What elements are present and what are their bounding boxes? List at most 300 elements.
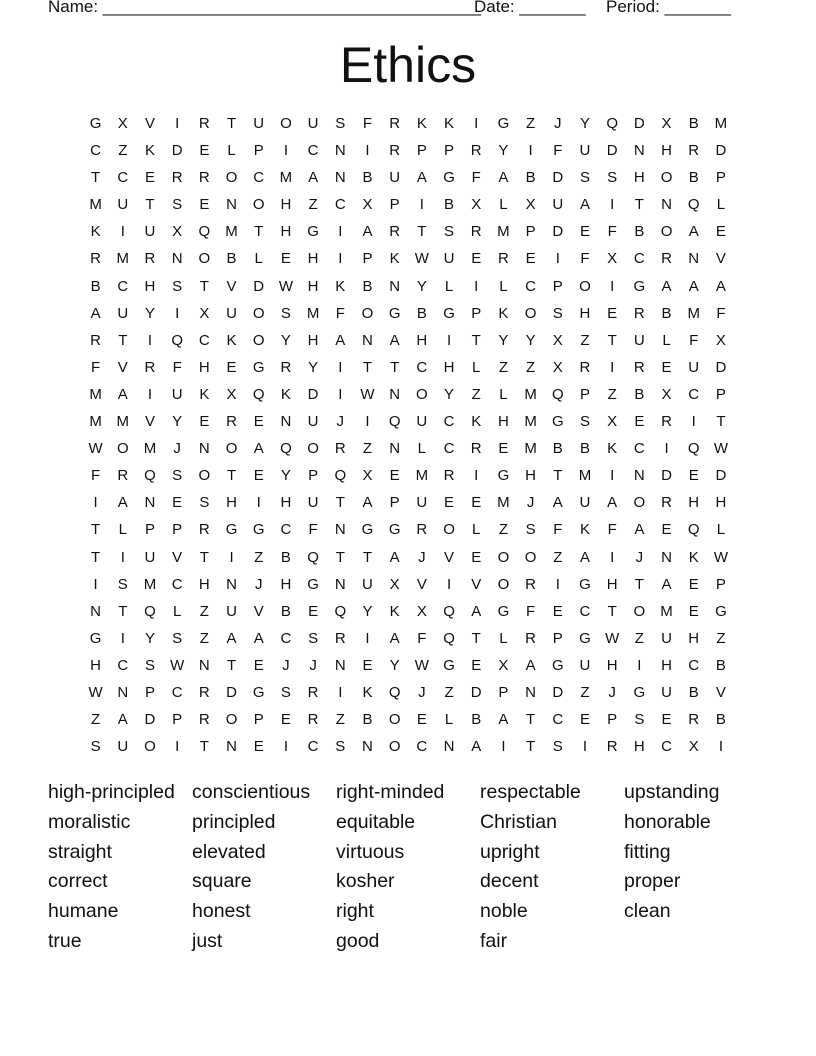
word-bank-item: proper [624,870,681,893]
grid-letter: C [280,521,292,539]
grid-letter: Y [144,304,155,322]
grid-letter: I [120,548,125,566]
grid-letter: S [144,656,155,674]
grid-letter: P [362,250,373,268]
grid-letter: I [283,142,288,160]
grid-letter: X [498,656,509,674]
word-bank-item: fair [480,929,508,952]
grid-letter: Z [634,629,644,647]
grid-letter: K [144,142,155,160]
grid-letter: O [225,711,238,729]
grid-letter: O [633,494,646,512]
grid-letter: B [90,277,101,295]
grid-letter: X [362,196,373,214]
grid-letter: X [661,385,672,403]
grid-letter: U [226,602,237,620]
grid-letter: T [199,738,209,756]
grid-letter: P [715,169,726,187]
grid-letter: Q [388,413,401,431]
grid-letter: I [528,142,533,160]
grid-letter: U [307,494,319,512]
grid-letter: G [307,223,319,241]
grid-letter: P [525,223,536,241]
grid-letter: H [633,169,645,187]
grid-letter: C [117,169,129,187]
grid-letter: E [471,250,482,268]
word-bank-item: straight [48,840,112,863]
grid-letter: F [716,304,726,322]
grid-letter: I [175,115,180,132]
grid-letter: Z [91,711,101,729]
grid-letter: L [118,521,127,539]
grid-letter: R [117,467,129,485]
grid-letter: K [90,223,101,241]
grid-letter: E [471,494,482,512]
grid-letter: O [252,304,265,322]
grid-letter: U [688,358,700,376]
grid-letter: R [606,738,618,756]
grid-letter: K [498,304,509,322]
grid-letter: F [172,358,182,376]
grid-letter: E [498,440,509,458]
grid-letter: H [280,223,292,241]
grid-letter: V [144,115,155,132]
grid-letter: S [444,223,455,241]
grid-letter: B [362,169,373,187]
grid-letter: G [551,656,564,674]
grid-letter: E [688,602,699,620]
grid-letter: L [444,277,454,295]
grid-letter: P [552,277,563,295]
grid-letter: S [579,169,590,187]
grid-letter: L [472,358,481,376]
grid-letter: Z [471,385,481,403]
grid-letter: B [715,711,726,729]
worksheet-header [48,0,748,21]
grid-letter: Q [443,602,455,620]
grid-letter: V [471,575,482,593]
grid-letter: V [444,548,455,566]
grid-letter: M [524,385,537,403]
period-field-label: Period: _______ [606,0,731,16]
grid-letter: N [633,142,645,160]
word-bank-item: decent [480,870,539,893]
grid-letter: X [117,115,128,132]
grid-letter: A [525,656,536,674]
grid-letter: X [661,115,672,132]
grid-letter: E [715,223,726,241]
grid-letter: B [661,304,672,322]
grid-letter: H [688,629,700,647]
grid-letter: I [283,738,288,756]
word-bank-item: correct [48,870,108,893]
grid-letter: V [226,277,237,295]
grid-letter: Z [553,548,563,566]
grid-letter: R [525,629,537,647]
grid-letter: X [688,738,699,756]
grid-letter: H [90,656,102,674]
grid-letter: E [552,602,563,620]
grid-letter: Y [172,413,183,431]
grid-letter: G [225,521,238,539]
grid-row [82,385,742,412]
grid-letter: R [470,440,482,458]
grid-letter: G [89,115,102,132]
grid-letter: W [278,277,293,295]
grid-letter: R [226,413,237,431]
grid-letter: Z [335,711,345,729]
grid-letter: A [688,277,699,295]
grid-letter: R [470,142,482,160]
grid-letter: S [172,196,183,214]
grid-letter: Q [252,385,265,403]
grid-letter: Z [716,629,726,647]
grid-letter: E [362,656,373,674]
grid-letter: N [226,738,237,756]
grid-letter: H [661,142,672,160]
grid-letter: Q [144,602,156,620]
grid-letter: C [171,575,183,593]
grid-letter: S [117,575,128,593]
grid-letter: Z [254,548,264,566]
grid-letter: E [199,196,210,214]
grid-letter: F [91,467,101,485]
grid-letter: H [497,413,509,431]
grid-letter: G [579,629,591,647]
word-bank-item: kosher [336,870,395,893]
grid-letter: D [633,115,645,132]
grid-letter: I [446,575,452,593]
grid-letter: R [633,304,645,322]
grid-letter: E [226,358,237,376]
grid-letter: Y [498,142,509,160]
grid-letter: B [715,656,726,674]
grid-row [82,358,742,385]
word-bank-item: moralistic [48,810,131,833]
grid-letter: C [633,440,645,458]
grid-letter: S [634,711,645,729]
grid-letter: N [661,548,672,566]
grid-letter: T [91,521,101,539]
grid-letter: K [471,413,482,431]
grid-letter: D [552,223,564,241]
grid-letter: A [661,575,672,593]
grid-letter: N [443,738,455,756]
grid-letter: J [336,413,345,431]
grid-letter: O [307,440,319,458]
grid-letter: L [417,440,427,458]
grid-letter: E [579,711,590,729]
grid-letter: H [280,196,292,214]
grid-letter: O [252,196,265,214]
grid-letter: G [715,602,727,620]
grid-letter: M [524,413,537,431]
grid-letter: E [607,304,618,322]
grid-letter: I [229,548,234,566]
word-bank-item: just [192,929,223,952]
grid-letter: O [497,548,510,566]
grid-letter: V [144,413,155,431]
grid-letter: P [607,711,618,729]
grid-letter: C [688,385,700,403]
grid-letter: U [171,385,183,403]
grid-letter: E [253,467,264,485]
grid-letter: C [525,277,537,295]
grid-letter: E [280,250,291,268]
grid-letter: M [89,385,102,403]
grid-letter: N [334,169,346,187]
grid-letter: F [580,250,590,268]
grid-letter: L [499,277,508,295]
grid-letter: X [607,250,618,268]
grid-letter: E [661,358,672,376]
grid-letter: R [525,575,537,593]
grid-letter: N [334,656,346,674]
grid-letter: Y [579,115,590,132]
grid-letter: Y [525,331,536,349]
grid-letter: G [361,521,374,539]
grid-letter: T [335,494,345,512]
grid-letter: Q [687,196,700,214]
grid-letter: N [334,575,346,593]
grid-letter: E [416,711,427,729]
grid-letter: O [280,115,292,132]
grid-letter: C [661,738,672,756]
grid-letter: B [634,385,645,403]
grid-letter: T [91,548,101,566]
grid-letter: O [225,440,238,458]
grid-letter: R [497,250,509,268]
grid-letter: A [253,440,264,458]
grid-letter: W [170,656,185,674]
grid-letter: A [634,521,645,539]
grid-letter: K [688,548,699,566]
grid-letter: Q [171,331,183,349]
grid-letter: N [362,738,373,756]
grid-letter: M [497,223,510,241]
grid-letter: D [715,358,727,376]
grid-letter: R [688,142,700,160]
grid-letter: Z [526,358,536,376]
grid-row [82,493,742,520]
grid-letter: N [688,250,700,268]
grid-letter: T [362,358,373,376]
grid-letter: T [607,602,617,620]
grid-letter: M [524,440,537,458]
grid-letter: J [418,683,426,701]
grid-letter: E [253,413,264,431]
grid-row [82,710,742,737]
grid-letter: T [390,358,400,376]
grid-letter: T [634,575,644,593]
grid-letter: U [307,413,319,431]
grid-letter: O [633,602,646,620]
grid-letter: R [443,467,455,485]
grid-letter: P [253,711,264,729]
grid-letter: C [117,656,129,674]
grid-letter: N [226,196,237,214]
grid-letter: D [226,683,237,701]
grid-letter: H [307,277,319,295]
grid-letter: D [171,142,183,160]
grid-letter: W [360,385,375,403]
grid-letter: Z [362,440,373,458]
grid-letter: T [526,738,536,756]
grid-letter: E [661,521,672,539]
grid-letter: H [307,250,319,268]
grid-letter: T [417,223,427,241]
grid-letter: I [338,385,343,403]
grid-letter: R [144,358,156,376]
grid-letter: F [553,142,563,160]
grid-letter: X [715,331,726,349]
grid-letter: P [172,521,183,539]
grid-letter: M [497,494,510,512]
grid-letter: X [416,602,427,620]
grid-letter: B [552,440,563,458]
grid-letter: F [417,629,427,647]
grid-letter: Z [498,358,508,376]
grid-letter: A [335,331,346,349]
grid-letter: T [607,331,617,349]
grid-letter: Q [334,467,347,485]
grid-letter: I [637,656,642,674]
grid-letter: H [715,494,727,512]
word-bank-item: honorable [624,810,711,833]
grid-letter: I [338,250,343,268]
grid-letter: F [689,331,699,349]
grid-letter: H [198,358,210,376]
grid-letter: U [389,169,401,187]
grid-letter: Q [388,683,401,701]
grid-letter: I [175,738,180,756]
grid-letter: E [525,250,536,268]
grid-letter: I [501,738,506,756]
grid-letter: K [199,385,210,403]
grid-letter: G [252,521,265,539]
grid-letter: I [338,358,343,376]
grid-letter: M [306,304,320,322]
grid-letter: O [252,331,265,349]
grid-letter: L [172,602,182,620]
grid-letter: X [607,413,618,431]
grid-letter: R [307,683,319,701]
grid-letter: H [606,575,618,593]
grid-letter: U [307,115,319,132]
word-bank-item: virtuous [336,840,405,863]
grid-letter: A [389,331,400,349]
grid-letter: U [144,223,156,241]
grid-letter: A [226,629,237,647]
grid-row [82,683,742,710]
grid-row [82,141,742,168]
grid-letter: F [607,223,617,241]
grid-letter: L [499,196,508,214]
grid-letter: F [335,304,345,322]
grid-letter: H [307,331,319,349]
grid-letter: A [471,602,482,620]
grid-letter: T [553,467,563,485]
grid-letter: A [607,494,618,512]
grid-letter: U [579,142,591,160]
word-bank-item [624,929,768,959]
date-field-label: Date: _______ [474,0,586,16]
grid-letter: X [172,223,183,241]
grid-letter: X [552,331,563,349]
grid-letter: P [172,711,183,729]
grid-row [82,466,742,493]
grid-letter: J [554,115,562,132]
grid-letter: E [444,494,455,512]
grid-letter: W [605,629,620,647]
grid-letter: L [444,711,454,729]
grid-letter: C [443,413,455,431]
grid-letter: H [280,494,292,512]
word-bank-item: clean [624,900,671,923]
grid-letter: M [578,467,592,485]
grid-letter: Z [580,331,590,349]
grid-letter: B [362,277,373,295]
grid-letter: B [471,711,482,729]
grid-letter: E [389,467,400,485]
grid-letter: U [362,575,373,593]
grid-letter: Q [307,548,319,566]
grid-letter: V [253,602,264,620]
grid-letter: D [144,711,156,729]
grid-letter: P [715,575,726,593]
grid-letter: T [199,277,209,295]
grid-letter: E [634,413,645,431]
grid-letter: P [471,304,482,322]
grid-letter: W [414,250,429,268]
grid-letter: I [610,467,615,485]
grid-letter: N [389,277,401,295]
grid-letter: C [443,440,455,458]
word-bank-item: humane [48,900,119,923]
grid-letter: I [610,358,615,376]
grid-letter: B [688,115,699,132]
grid-letter: G [252,683,265,701]
grid-letter: I [147,331,153,349]
grid-letter: D [552,683,564,701]
grid-letter: N [198,440,210,458]
grid-letter: J [254,575,263,593]
grid-letter: P [579,385,590,403]
grid-letter: O [116,440,129,458]
grid-letter: W [713,548,728,566]
grid-letter: P [715,385,726,403]
grid-letter: Q [144,467,156,485]
grid-row [82,249,742,276]
grid-letter: L [254,250,263,268]
grid-letter: H [525,467,537,485]
grid-letter: F [553,521,563,539]
grid-letter: G [497,467,510,485]
grid-letter: U [253,115,265,132]
grid-letter: I [610,548,615,566]
grid-letter: A [362,223,373,241]
grid-letter: S [308,629,319,647]
grid-letter: E [688,467,699,485]
grid-letter: D [715,142,727,160]
grid-letter: G [443,656,455,674]
grid-letter: F [607,521,617,539]
grid-letter: U [117,738,129,756]
grid-letter: A [90,304,101,322]
grid-letter: I [175,304,180,322]
grid-letter: B [525,169,536,187]
grid-letter: U [416,494,428,512]
